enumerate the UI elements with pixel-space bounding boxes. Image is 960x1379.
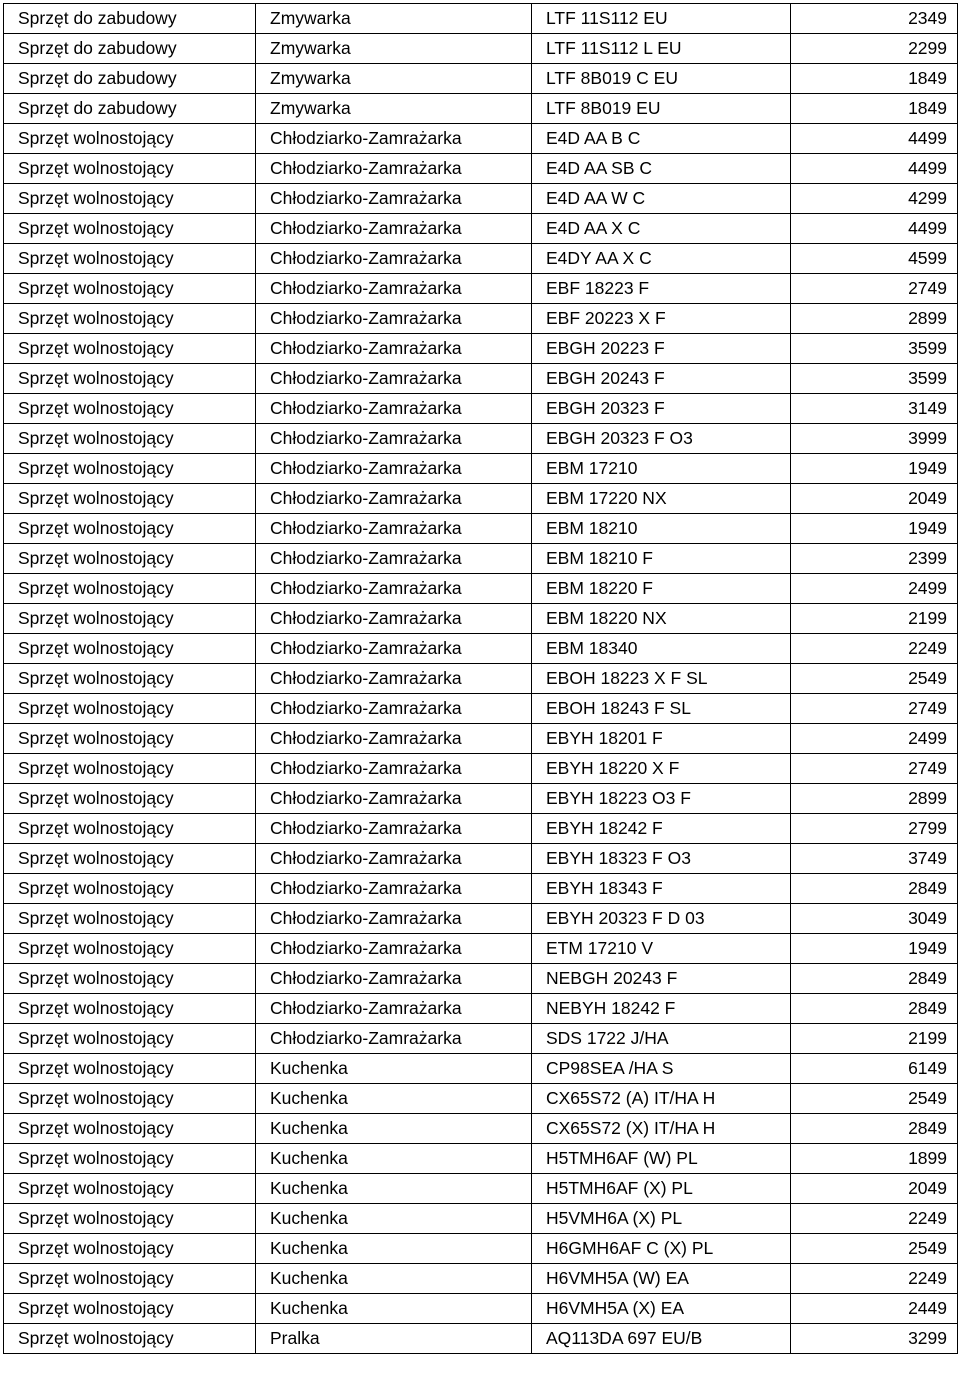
model-cell: LTF 11S112 EU: [532, 4, 791, 34]
category-cell: Sprzęt wolnostojący: [4, 754, 256, 784]
table-row: [4, 514, 958, 544]
price-cell: 2249: [791, 634, 958, 664]
table-row: [4, 1324, 958, 1354]
category-cell: Sprzęt wolnostojący: [4, 244, 256, 274]
type-cell: Kuchenka: [256, 1114, 532, 1144]
price-cell: 3999: [791, 424, 958, 454]
model-cell: CP98SEA /HA S: [532, 1054, 791, 1084]
price-cell: 3749: [791, 844, 958, 874]
model-cell: AQ113DA 697 EU/B: [532, 1324, 791, 1354]
price-cell: 6149: [791, 1054, 958, 1084]
price-cell: 1849: [791, 64, 958, 94]
model-cell: EBM 18220 F: [532, 574, 791, 604]
model-cell: EBM 18210 F: [532, 544, 791, 574]
table-row: [4, 754, 958, 784]
model-cell: EBF 20223 X F: [532, 304, 791, 334]
type-cell: Chłodziarko-Zamrażarka: [256, 694, 532, 724]
table-row: [4, 904, 958, 934]
type-cell: Chłodziarko-Zamrażarka: [256, 1024, 532, 1054]
type-cell: Pralka: [256, 1324, 532, 1354]
price-table: [3, 3, 958, 1354]
price-cell: 2749: [791, 694, 958, 724]
category-cell: Sprzęt wolnostojący: [4, 484, 256, 514]
type-cell: Chłodziarko-Zamrażarka: [256, 784, 532, 814]
model-cell: EBGH 20323 F: [532, 394, 791, 424]
table-row: [4, 34, 958, 64]
price-cell: 2199: [791, 1024, 958, 1054]
table-row: [4, 304, 958, 334]
table-row: [4, 664, 958, 694]
category-cell: Sprzęt wolnostojący: [4, 904, 256, 934]
table-row: [4, 1024, 958, 1054]
table-row: [4, 844, 958, 874]
type-cell: Chłodziarko-Zamrażarka: [256, 124, 532, 154]
table-row: [4, 544, 958, 574]
price-cell: 2249: [791, 1204, 958, 1234]
table-row: [4, 634, 958, 664]
price-cell: 3049: [791, 904, 958, 934]
table-row: [4, 154, 958, 184]
category-cell: Sprzęt wolnostojący: [4, 934, 256, 964]
category-cell: Sprzęt wolnostojący: [4, 724, 256, 754]
category-cell: Sprzęt do zabudowy: [4, 94, 256, 124]
model-cell: EBGH 20323 F O3: [532, 424, 791, 454]
model-cell: E4D AA W C: [532, 184, 791, 214]
price-cell: 2249: [791, 1264, 958, 1294]
type-cell: Chłodziarko-Zamrażarka: [256, 574, 532, 604]
price-cell: 4499: [791, 214, 958, 244]
table-row: [4, 1264, 958, 1294]
table-row: [4, 394, 958, 424]
price-cell: 1849: [791, 94, 958, 124]
type-cell: Chłodziarko-Zamrażarka: [256, 634, 532, 664]
table-row: [4, 274, 958, 304]
price-cell: 2549: [791, 1234, 958, 1264]
price-cell: 2049: [791, 1174, 958, 1204]
category-cell: Sprzęt wolnostojący: [4, 544, 256, 574]
model-cell: ETM 17210 V: [532, 934, 791, 964]
table-row: [4, 1204, 958, 1234]
category-cell: Sprzęt wolnostojący: [4, 784, 256, 814]
type-cell: Chłodziarko-Zamrażarka: [256, 274, 532, 304]
category-cell: Sprzęt wolnostojący: [4, 844, 256, 874]
price-cell: 3599: [791, 334, 958, 364]
price-cell: 2449: [791, 1294, 958, 1324]
model-cell: EBGH 20243 F: [532, 364, 791, 394]
table-row: [4, 1144, 958, 1174]
type-cell: Chłodziarko-Zamrażarka: [256, 514, 532, 544]
category-cell: Sprzęt wolnostojący: [4, 634, 256, 664]
category-cell: Sprzęt wolnostojący: [4, 664, 256, 694]
type-cell: Zmywarka: [256, 34, 532, 64]
model-cell: LTF 8B019 C EU: [532, 64, 791, 94]
price-cell: 2549: [791, 664, 958, 694]
table-row: [4, 4, 958, 34]
model-cell: LTF 11S112 L EU: [532, 34, 791, 64]
type-cell: Chłodziarko-Zamrażarka: [256, 364, 532, 394]
type-cell: Kuchenka: [256, 1084, 532, 1114]
price-cell: 4499: [791, 124, 958, 154]
price-cell: 2799: [791, 814, 958, 844]
price-cell: 2849: [791, 994, 958, 1024]
category-cell: Sprzęt wolnostojący: [4, 1024, 256, 1054]
model-cell: E4DY AA X C: [532, 244, 791, 274]
type-cell: Chłodziarko-Zamrażarka: [256, 754, 532, 784]
table-row: [4, 1114, 958, 1144]
price-cell: 2349: [791, 4, 958, 34]
table-row: [4, 994, 958, 1024]
table-row: [4, 604, 958, 634]
model-cell: EBGH 20223 F: [532, 334, 791, 364]
type-cell: Kuchenka: [256, 1234, 532, 1264]
category-cell: Sprzęt wolnostojący: [4, 1174, 256, 1204]
model-cell: EBYH 20323 F D 03: [532, 904, 791, 934]
type-cell: Chłodziarko-Zamrażarka: [256, 814, 532, 844]
category-cell: Sprzęt wolnostojący: [4, 1204, 256, 1234]
type-cell: Chłodziarko-Zamrażarka: [256, 844, 532, 874]
type-cell: Kuchenka: [256, 1144, 532, 1174]
price-table-body: [4, 4, 958, 1354]
category-cell: Sprzęt wolnostojący: [4, 814, 256, 844]
price-cell: 1949: [791, 514, 958, 544]
type-cell: Chłodziarko-Zamrażarka: [256, 544, 532, 574]
category-cell: Sprzęt wolnostojący: [4, 1114, 256, 1144]
type-cell: Kuchenka: [256, 1054, 532, 1084]
type-cell: Chłodziarko-Zamrażarka: [256, 394, 532, 424]
table-row: [4, 184, 958, 214]
category-cell: Sprzęt wolnostojący: [4, 274, 256, 304]
category-cell: Sprzęt do zabudowy: [4, 34, 256, 64]
model-cell: EBYH 18223 O3 F: [532, 784, 791, 814]
category-cell: Sprzęt wolnostojący: [4, 304, 256, 334]
price-cell: 2849: [791, 964, 958, 994]
model-cell: H6VMH5A (W) EA: [532, 1264, 791, 1294]
type-cell: Chłodziarko-Zamrażarka: [256, 454, 532, 484]
table-row: [4, 214, 958, 244]
type-cell: Chłodziarko-Zamrażarka: [256, 184, 532, 214]
price-cell: 2749: [791, 274, 958, 304]
category-cell: Sprzęt wolnostojący: [4, 364, 256, 394]
model-cell: EBOH 18223 X F SL: [532, 664, 791, 694]
category-cell: Sprzęt wolnostojący: [4, 1294, 256, 1324]
price-cell: 1899: [791, 1144, 958, 1174]
type-cell: Chłodziarko-Zamrażarka: [256, 724, 532, 754]
category-cell: Sprzęt wolnostojący: [4, 514, 256, 544]
category-cell: Sprzęt do zabudowy: [4, 4, 256, 34]
table-row: [4, 814, 958, 844]
type-cell: Chłodziarko-Zamrażarka: [256, 874, 532, 904]
price-cell: 2499: [791, 724, 958, 754]
table-row: [4, 1234, 958, 1264]
type-cell: Chłodziarko-Zamrażarka: [256, 424, 532, 454]
type-cell: Chłodziarko-Zamrażarka: [256, 664, 532, 694]
price-cell: 3599: [791, 364, 958, 394]
model-cell: E4D AA B C: [532, 124, 791, 154]
price-cell: 2199: [791, 604, 958, 634]
table-row: [4, 484, 958, 514]
price-cell: 2849: [791, 874, 958, 904]
category-cell: Sprzęt wolnostojący: [4, 154, 256, 184]
type-cell: Chłodziarko-Zamrażarka: [256, 304, 532, 334]
category-cell: Sprzęt wolnostojący: [4, 1324, 256, 1354]
model-cell: H5TMH6AF (W) PL: [532, 1144, 791, 1174]
table-row: [4, 1054, 958, 1084]
category-cell: Sprzęt wolnostojący: [4, 214, 256, 244]
price-cell: 4299: [791, 184, 958, 214]
price-cell: 2849: [791, 1114, 958, 1144]
table-row: [4, 424, 958, 454]
table-row: [4, 334, 958, 364]
price-cell: 4499: [791, 154, 958, 184]
table-row: [4, 94, 958, 124]
table-row: [4, 1174, 958, 1204]
type-cell: Zmywarka: [256, 94, 532, 124]
model-cell: H6GMH6AF C (X) PL: [532, 1234, 791, 1264]
table-row: [4, 244, 958, 274]
category-cell: Sprzęt wolnostojący: [4, 1264, 256, 1294]
model-cell: EBYH 18323 F O3: [532, 844, 791, 874]
category-cell: Sprzęt wolnostojący: [4, 964, 256, 994]
table-row: [4, 694, 958, 724]
table-row: [4, 64, 958, 94]
model-cell: EBM 17210: [532, 454, 791, 484]
price-cell: 2499: [791, 574, 958, 604]
model-cell: CX65S72 (A) IT/HA H: [532, 1084, 791, 1114]
model-cell: H5TMH6AF (X) PL: [532, 1174, 791, 1204]
type-cell: Kuchenka: [256, 1174, 532, 1204]
category-cell: Sprzęt wolnostojący: [4, 1144, 256, 1174]
type-cell: Kuchenka: [256, 1294, 532, 1324]
price-cell: 2049: [791, 484, 958, 514]
model-cell: NEBGH 20243 F: [532, 964, 791, 994]
model-cell: EBF 18223 F: [532, 274, 791, 304]
category-cell: Sprzęt wolnostojący: [4, 874, 256, 904]
category-cell: Sprzęt do zabudowy: [4, 64, 256, 94]
price-cell: 1949: [791, 454, 958, 484]
price-cell: 3149: [791, 394, 958, 424]
type-cell: Chłodziarko-Zamrażarka: [256, 934, 532, 964]
price-cell: 1949: [791, 934, 958, 964]
model-cell: H6VMH5A (X) EA: [532, 1294, 791, 1324]
type-cell: Chłodziarko-Zamrażarka: [256, 994, 532, 1024]
price-cell: 2749: [791, 754, 958, 784]
category-cell: Sprzęt wolnostojący: [4, 574, 256, 604]
price-cell: 2899: [791, 304, 958, 334]
type-cell: Chłodziarko-Zamrażarka: [256, 154, 532, 184]
type-cell: Chłodziarko-Zamrażarka: [256, 964, 532, 994]
price-cell: 2549: [791, 1084, 958, 1114]
table-row: [4, 934, 958, 964]
type-cell: Chłodziarko-Zamrażarka: [256, 244, 532, 274]
type-cell: Kuchenka: [256, 1204, 532, 1234]
table-row: [4, 1294, 958, 1324]
model-cell: EBYH 18343 F: [532, 874, 791, 904]
table-row: [4, 964, 958, 994]
model-cell: EBOH 18243 F SL: [532, 694, 791, 724]
category-cell: Sprzęt wolnostojący: [4, 334, 256, 364]
type-cell: Zmywarka: [256, 4, 532, 34]
type-cell: Kuchenka: [256, 1264, 532, 1294]
table-row: [4, 874, 958, 904]
table-row: [4, 1084, 958, 1114]
model-cell: EBM 18340: [532, 634, 791, 664]
type-cell: Chłodziarko-Zamrażarka: [256, 904, 532, 934]
table-row: [4, 364, 958, 394]
type-cell: Chłodziarko-Zamrażarka: [256, 604, 532, 634]
table-row: [4, 124, 958, 154]
category-cell: Sprzęt wolnostojący: [4, 694, 256, 724]
table-row: [4, 784, 958, 814]
model-cell: LTF 8B019 EU: [532, 94, 791, 124]
model-cell: E4D AA SB C: [532, 154, 791, 184]
price-cell: 3299: [791, 1324, 958, 1354]
model-cell: E4D AA X C: [532, 214, 791, 244]
category-cell: Sprzęt wolnostojący: [4, 454, 256, 484]
category-cell: Sprzęt wolnostojący: [4, 124, 256, 154]
model-cell: EBYH 18242 F: [532, 814, 791, 844]
price-cell: 2899: [791, 784, 958, 814]
category-cell: Sprzęt wolnostojący: [4, 1054, 256, 1084]
type-cell: Zmywarka: [256, 64, 532, 94]
category-cell: Sprzęt wolnostojący: [4, 394, 256, 424]
model-cell: NEBYH 18242 F: [532, 994, 791, 1024]
category-cell: Sprzęt wolnostojący: [4, 1234, 256, 1264]
table-row: [4, 724, 958, 754]
category-cell: Sprzęt wolnostojący: [4, 994, 256, 1024]
table-row: [4, 574, 958, 604]
model-cell: EBM 18220 NX: [532, 604, 791, 634]
price-cell: 2299: [791, 34, 958, 64]
table-row: [4, 454, 958, 484]
model-cell: EBM 18210: [532, 514, 791, 544]
category-cell: Sprzęt wolnostojący: [4, 424, 256, 454]
model-cell: EBM 17220 NX: [532, 484, 791, 514]
model-cell: SDS 1722 J/HA: [532, 1024, 791, 1054]
model-cell: EBYH 18201 F: [532, 724, 791, 754]
model-cell: CX65S72 (X) IT/HA H: [532, 1114, 791, 1144]
category-cell: Sprzęt wolnostojący: [4, 604, 256, 634]
price-cell: 2399: [791, 544, 958, 574]
price-cell: 4599: [791, 244, 958, 274]
model-cell: EBYH 18220 X F: [532, 754, 791, 784]
category-cell: Sprzęt wolnostojący: [4, 184, 256, 214]
type-cell: Chłodziarko-Zamrażarka: [256, 214, 532, 244]
type-cell: Chłodziarko-Zamrażarka: [256, 484, 532, 514]
type-cell: Chłodziarko-Zamrażarka: [256, 334, 532, 364]
category-cell: Sprzęt wolnostojący: [4, 1084, 256, 1114]
model-cell: H5VMH6A (X) PL: [532, 1204, 791, 1234]
